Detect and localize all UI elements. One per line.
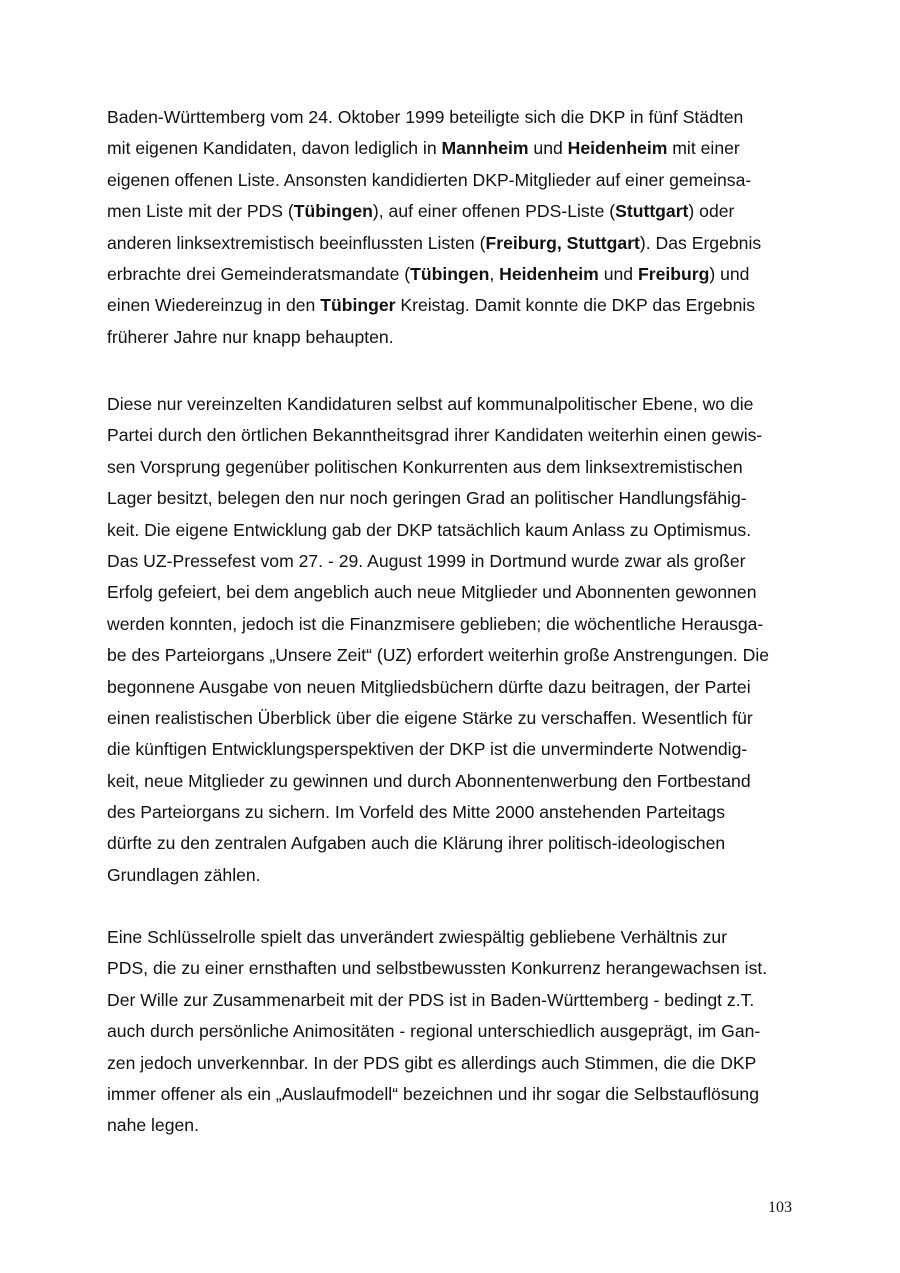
text-run: auch durch persönliche Animositäten - regional unterschiedlich ausgeprägt, im Gan- — [107, 1021, 761, 1042]
text-run: , — [489, 263, 500, 284]
text-run: anderen linksextremistisch beeinflussten Listen ( — [107, 232, 486, 253]
text-line — [107, 797, 807, 828]
text-run: ) oder — [688, 201, 735, 222]
text-line — [107, 828, 807, 859]
text-line — [107, 102, 807, 133]
text-run: Lager besitzt, belegen den nur noch geringen Grad an politischer Handlungsfähig- — [107, 488, 747, 509]
text-run: be des Parteiorgans „Unsere Zeit“ (UZ) erfordert weiterhin große Anstrengungen. Die — [107, 645, 770, 666]
text-run: keit, neue Mitglieder zu gewinnen und durch Abonnentenwerbung den Fortbestand — [107, 770, 751, 791]
bold-place-name: Tübingen — [293, 201, 373, 222]
text-run: früherer Jahre nur knapp behaupten. — [107, 326, 394, 347]
text-line — [107, 228, 807, 259]
bold-place-name: Tübingen — [410, 263, 490, 284]
paragraph-election-results — [107, 102, 807, 353]
bold-place-name: Stuttgart — [615, 201, 689, 222]
bold-place-name: Heidenheim — [499, 263, 599, 284]
bold-place-name: Tübinger — [320, 295, 396, 316]
text-run: ). Das Ergebnis — [639, 232, 762, 253]
bold-place-name: Mannheim — [441, 138, 529, 159]
text-line — [107, 953, 807, 984]
text-line — [107, 703, 807, 734]
text-line — [107, 546, 807, 577]
text-run: men Liste mit der PDS ( — [107, 201, 294, 222]
text-line — [107, 577, 807, 608]
text-run: werden konnten, jedoch ist die Finanzmisere geblieben; die wöchentliche Herausga- — [107, 613, 764, 634]
text-line — [107, 640, 807, 671]
text-run: ) und — [709, 263, 750, 284]
text-run: sen Vorsprung gegenüber politischen Konkurrenten aus dem linksextremistischen — [107, 456, 743, 477]
text-run: die künftigen Entwicklungsperspektiven der DKP ist die unverminderte Notwendig- — [107, 739, 748, 760]
text-run: Baden-Württemberg vom 24. Oktober 1999 beteiligte sich die DKP in fünf Städten — [107, 107, 744, 127]
text-run: Grundlagen zählen. — [107, 864, 261, 885]
text-line — [107, 1048, 807, 1079]
text-line — [107, 985, 807, 1016]
text-line — [107, 609, 807, 640]
text-line — [107, 672, 807, 703]
text-line — [107, 452, 807, 483]
text-run: begonnene Ausgabe von neuen Mitgliedsbüchern dürfte dazu beitragen, der Partei — [107, 676, 751, 697]
text-line — [107, 290, 807, 321]
page-number: 103 — [768, 1199, 792, 1216]
text-line — [107, 1110, 807, 1141]
text-run: und — [528, 138, 568, 159]
text-run: dürfte zu den zentralen Aufgaben auch die Klärung ihrer politisch-ideologischen — [107, 833, 726, 854]
text-line — [107, 1079, 807, 1110]
text-run: Das UZ-Pressefest vom 27. - 29. August 1999 in Dortmund wurde zwar als großer — [107, 550, 746, 571]
text-run: Kreistag. Damit konnte die DKP das Ergebnis — [395, 295, 756, 316]
text-line — [107, 133, 807, 164]
paragraph-pds-relationship — [107, 922, 807, 1142]
text-run: PDS, die zu einer ernsthaften und selbstbewussten Konkurrenz herangewachsen ist. — [107, 958, 768, 979]
text-line — [107, 322, 807, 353]
text-run: Der Wille zur Zusammenarbeit mit der PDS ist in Baden-Württemberg - bedingt z.T. — [107, 989, 755, 1010]
text-line — [107, 259, 807, 290]
text-line — [107, 196, 807, 227]
text-line — [107, 922, 807, 953]
text-run: Diese nur vereinzelten Kandidaturen selbst auf kommunalpolitischer Ebene, wo die — [107, 394, 754, 414]
text-run: mit einer — [667, 138, 740, 159]
text-line — [107, 483, 807, 514]
text-run: ), auf einer offenen PDS-Liste ( — [372, 201, 616, 222]
text-run: zen jedoch unverkennbar. In der PDS gibt es allerdings auch Stimmen, die die DKP — [107, 1052, 757, 1073]
text-run: einen Wiedereinzug in den — [107, 295, 321, 316]
paragraph-party-situation — [107, 389, 807, 891]
text-run: nahe legen. — [107, 1115, 199, 1136]
text-run: einen realistischen Überblick über die eigene Stärke zu verschaffen. Wesentlich für — [107, 707, 753, 728]
text-line — [107, 734, 807, 765]
text-line — [107, 389, 807, 420]
bold-place-name: Freiburg, Stuttgart — [485, 232, 640, 253]
text-line — [107, 1016, 807, 1047]
text-run: Partei durch den örtlichen Bekanntheitsgrad ihrer Kandidaten weiterhin einen gewis- — [107, 425, 763, 446]
text-run: mit eigenen Kandidaten, davon lediglich in — [107, 138, 442, 159]
text-line — [107, 515, 807, 546]
text-run: und — [598, 263, 638, 284]
text-run: Eine Schlüsselrolle spielt das unverändert zwiespältig gebliebene Verhältnis zur — [107, 927, 728, 947]
text-line — [107, 766, 807, 797]
text-run: Erfolg gefeiert, bei dem angeblich auch neue Mitglieder und Abonnenten gewonnen — [107, 582, 757, 603]
text-line — [107, 420, 807, 451]
text-line — [107, 165, 807, 196]
bold-place-name: Freiburg — [637, 263, 710, 284]
text-run: des Parteiorgans zu sichern. Im Vorfeld des Mitte 2000 anstehenden Parteitags — [107, 802, 726, 823]
text-run: immer offener als ein „Auslaufmodell“ bezeichnen und ihr sogar die Selbstauflösung — [107, 1083, 759, 1104]
bold-place-name: Heidenheim — [567, 138, 668, 159]
text-run: erbrachte drei Gemeinderatsmandate ( — [107, 263, 411, 284]
text-run: keit. Die eigene Entwicklung gab der DKP tatsächlich kaum Anlass zu Optimismus. — [107, 519, 752, 540]
text-line — [107, 860, 807, 891]
text-run: eigenen offenen Liste. Ansonsten kandidierten DKP-Mitglieder auf einer gemeinsa- — [107, 169, 752, 190]
